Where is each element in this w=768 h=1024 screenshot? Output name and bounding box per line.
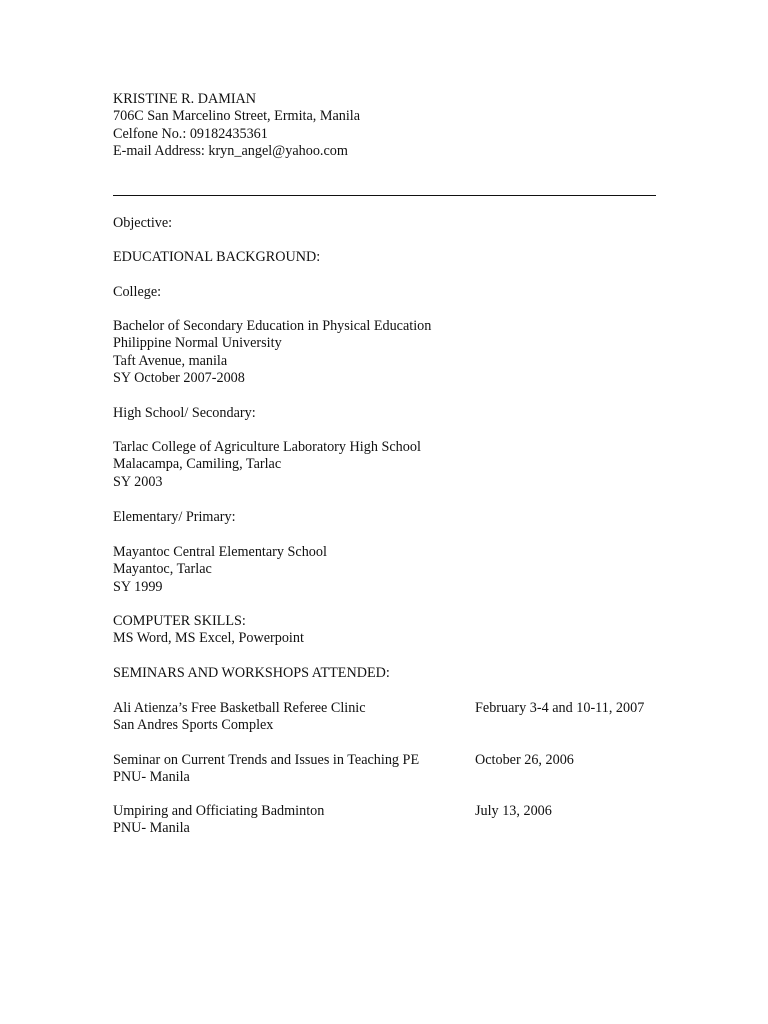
- seminar-date: October 26, 2006: [475, 752, 574, 768]
- applicant-email: E-mail Address: kryn_angel@yahoo.com: [113, 143, 348, 160]
- college-details: [113, 318, 431, 388]
- applicant-name: KRISTINE R. DAMIAN: [113, 91, 257, 107]
- seminars-heading: SEMINARS AND WORKSHOPS ATTENDED:: [113, 665, 390, 681]
- seminar-title: Ali Atienza’s Free Basketball Referee Clinic: [113, 700, 366, 716]
- applicant-phone: Celfone No.: 09182435361: [113, 125, 268, 142]
- elementary-location: Mayantoc, Tarlac: [113, 561, 212, 578]
- objective-label: Objective:: [113, 215, 173, 231]
- seminar-title: Umpiring and Officiating Badminton: [113, 803, 325, 819]
- seminar-date: February 3-4 and 10-11, 2007: [475, 700, 645, 716]
- college-degree: Bachelor of Secondary Education in Physical Education: [113, 318, 432, 334]
- seminar-item: [113, 803, 324, 838]
- contact-block: [113, 91, 360, 161]
- seminar-title: Seminar on Current Trends and Issues in Teaching PE: [113, 752, 420, 768]
- seminar-item: [113, 700, 366, 735]
- seminar-item: [113, 752, 419, 787]
- seminar-venue: PNU- Manila: [113, 769, 190, 786]
- elementary-year: SY 1999: [113, 578, 163, 595]
- seminar-date: July 13, 2006: [475, 803, 552, 819]
- skills-heading: COMPUTER SKILLS:: [113, 613, 246, 629]
- high-school-name: Tarlac College of Agriculture Laboratory High School: [113, 439, 421, 455]
- high-school-year: SY 2003: [113, 473, 163, 490]
- college-year: SY October 2007-2008: [113, 370, 245, 387]
- seminar-venue: PNU- Manila: [113, 820, 190, 837]
- skills-text: MS Word, MS Excel, Powerpoint: [113, 630, 304, 647]
- high-school-details: [113, 439, 421, 491]
- college-label: College:: [113, 284, 162, 300]
- high-school-label: High School/ Secondary:: [113, 405, 256, 421]
- high-school-location: Malacampa, Camiling, Tarlac: [113, 456, 282, 473]
- seminar-venue: San Andres Sports Complex: [113, 717, 274, 734]
- applicant-address: 706C San Marcelino Street, Ermita, Manila: [113, 108, 361, 125]
- education-heading: EDUCATIONAL BACKGROUND:: [113, 249, 321, 265]
- elementary-name: Mayantoc Central Elementary School: [113, 544, 327, 560]
- elementary-details: [113, 544, 327, 596]
- college-school: Philippine Normal University: [113, 335, 282, 352]
- skills-section: [113, 613, 304, 648]
- header-divider: [113, 195, 656, 196]
- college-location: Taft Avenue, manila: [113, 352, 228, 369]
- elementary-label: Elementary/ Primary:: [113, 509, 236, 525]
